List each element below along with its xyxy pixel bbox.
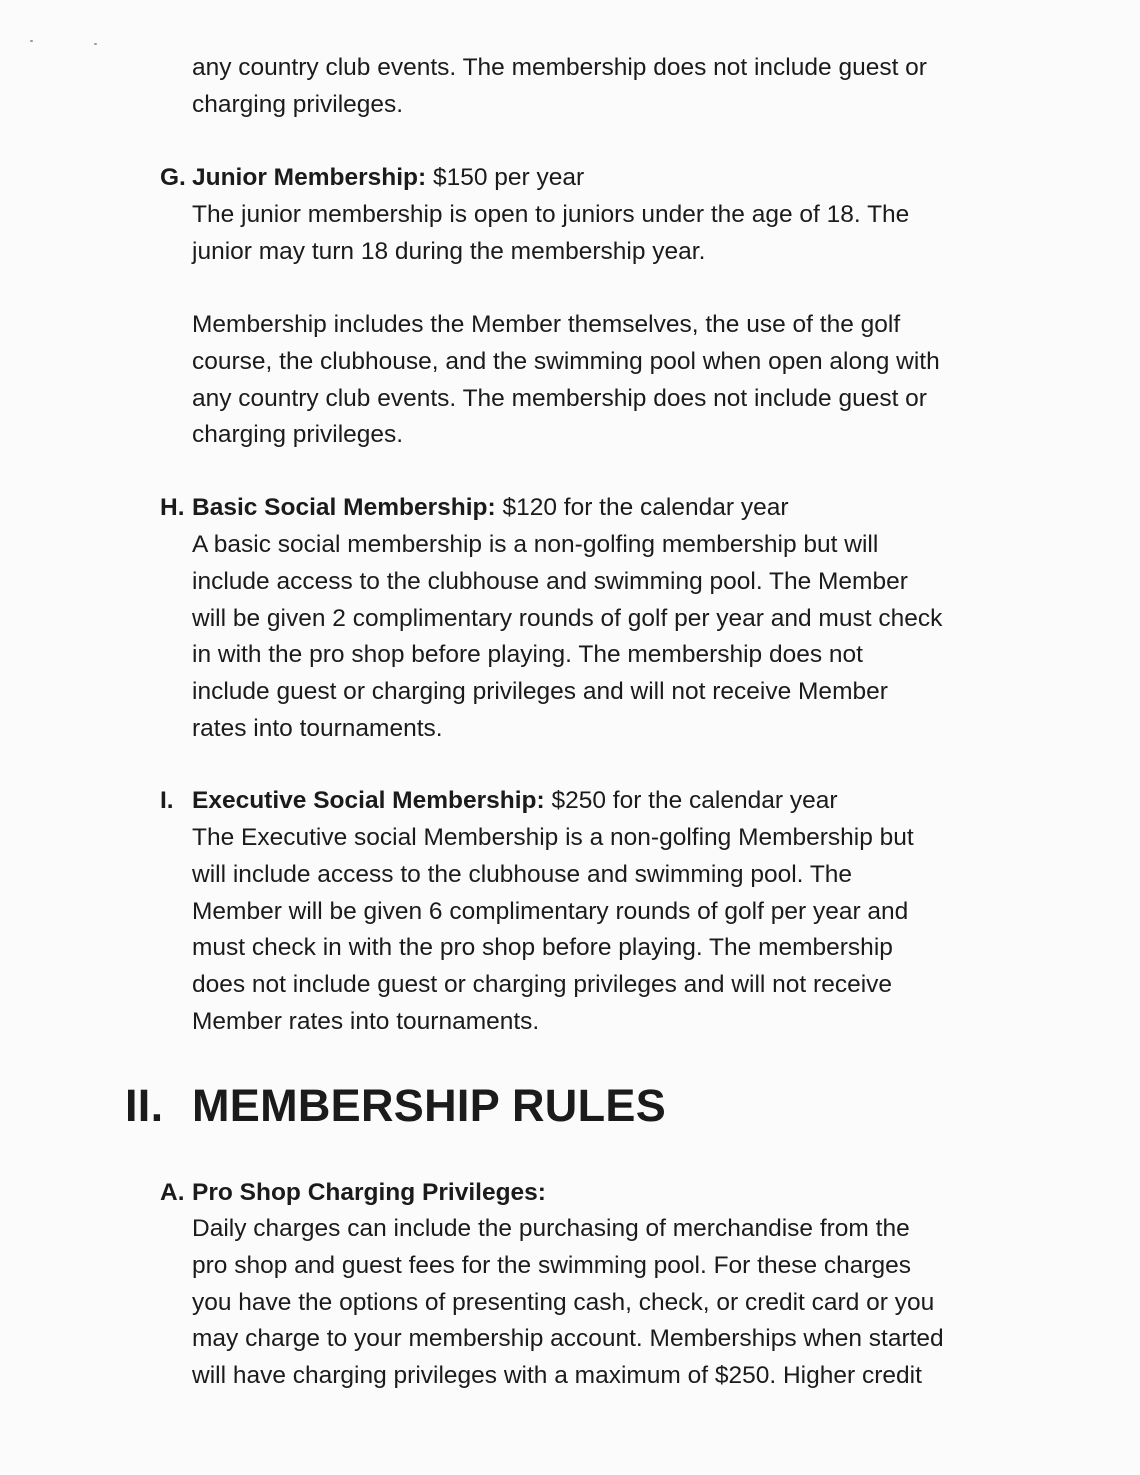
item-g-heading xyxy=(160,160,585,197)
item-a-paragraph: Daily charges can include the purchasing of merchandise from the pro shop and guest fees for the swimming pool. For these charges you have the options of presenting cash, check, or credit card or you may charge to your membership account. Memberships when started will have charging privileges with a maximum of $250. Higher credit xyxy=(192,1215,944,1390)
item-g-letter: G. xyxy=(160,164,186,191)
item-h-heading xyxy=(160,490,789,527)
item-i-letter: I. xyxy=(160,787,174,814)
section-ii-title: MEMBERSHIP RULES xyxy=(192,1080,667,1131)
item-g-price: $150 per year xyxy=(432,164,585,191)
item-g-paragraph-2: Membership includes the Member themselves, the use of the golf course, the clubhouse, and the swimming pool when open along with any country club events. The membership does not include guest or charging privileges. xyxy=(192,311,940,449)
scan-speck xyxy=(30,40,33,42)
item-g-paragraph-1: The junior membership is open to juniors under the age of 18. The junior may turn 18 during the membership year. xyxy=(192,201,910,265)
item-i-price: $250 for the calendar year xyxy=(551,787,838,814)
section-ii-number: II. xyxy=(125,1080,164,1131)
continuation-paragraph: any country club events. The membership does not include guest or charging privileges. xyxy=(192,54,927,118)
item-a-heading xyxy=(160,1175,546,1212)
item-i-title: Executive Social Membership: xyxy=(192,787,545,814)
scan-speck xyxy=(94,43,97,45)
item-g-title: Junior Membership: xyxy=(192,164,427,191)
item-a-letter: A. xyxy=(160,1179,185,1206)
item-i-paragraph: The Executive social Membership is a non-golfing Membership but will include access to the clubhouse and swimming pool. The Member will be given 6 complimentary rounds of golf per year and must check in with the pro shop before playing. The membership does not include guest or charging privileges and will not receive Member rates into tournaments. xyxy=(192,824,914,1035)
section-ii-heading xyxy=(125,1078,666,1134)
item-h-letter: H. xyxy=(160,494,185,521)
item-h-paragraph: A basic social membership is a non-golfing membership but will include access to the clubhouse and swimming pool. The Member will be given 2 complimentary rounds of golf per year and must check in with the pro shop before playing. The membership does not include guest or charging privileges and will not receive Member rates into tournaments. xyxy=(192,531,943,742)
item-h-price: $120 for the calendar year xyxy=(502,494,789,521)
item-a-title: Pro Shop Charging Privileges: xyxy=(192,1179,546,1206)
item-i-heading xyxy=(160,783,838,820)
item-h-title: Basic Social Membership: xyxy=(192,494,496,521)
